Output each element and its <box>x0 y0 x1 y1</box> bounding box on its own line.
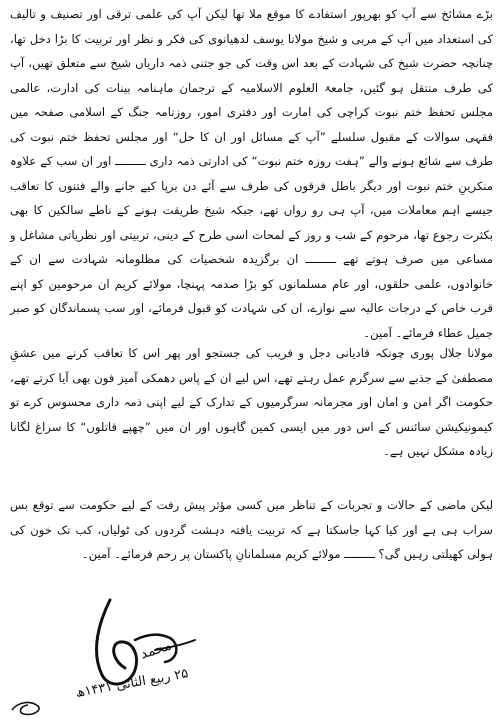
signature-name: محمد <box>138 637 174 663</box>
paragraph-2: مولانا جلال پوری چونکہ قادیانی دجل و فریب کی جستجو اور پھر اس کا تعاقب کرنے میں عشقِ مصطفیٰ کے جذبے سے سرگرم عمل رہتے تھے، اس لیے ان کے پاس دھمکی آمیز فون بھی آیا کرتے تھے، حکومت اگر امن و امان اور مجرمانہ سرگرمیوں کے تدارک کے لیے اپنی ذمہ داری محسوس کرے تو کیمونیکیشن سائنس کے اس دور میں ایسی کمین گاہوں اور ان میں ”چھپے قاتلوں“ کا سراغ لگانا زیادہ مشکل نہیں ہے۔ <box>10 346 493 458</box>
paragraph-3: لیکن ماضی کے حالات و تجربات کے تناظر میں کسی مؤثر پیش رفت کے لیے حکومت سے توقع بس سراب ہی ہے اور کیا کہا جاسکتا ہے کہ تربیت یافتہ دہشت گردوں کی ٹولیاں، کب تک خون کی ہولی کھیلتی رہیں گی؟ ـــــــــ مولائے کریم مسلمانانِ پاکستان پر رحم فرمائے۔ آمین۔ <box>10 498 493 561</box>
signature-flourish <box>8 696 48 722</box>
paragraph-1: بڑے مشائخ سے آپ کو بھرپور استفادے کا موقع ملا تھا لیکن آپ کی علمی ترقی اور تصنیف و تالیف کی استعداد میں آپ کے مربی و شیخ مولانا یوسف لدھیانوی کی فکر و نظر اور تربیت کا بڑا دخل تھا، چنانچہ حضرت شیخ کی شہادت کے بعد اس وقت کی جو جتنی ذمہ داریاں شیخ سے متعلق تھیں، آپ کی طرف منتقل ہو گئیں، جامعۃ العلوم الاسلامیہ کے ترجمان ماہنامہ بینات کی ادارت، عالمی مجلس تحفظ ختم نبوت کراچی کی امارت اور دفتری امور، روزنامہ جنگ کے اسلامی صفحہ میں فقہی سوالات کے مقبول سلسلے ”آپ کے مسائل اور ان کا حل“ اور مجلس تحفظ ختم نبوت کی طرف سے شائع ہونے والے ”ہفت روزہ ختم نبوت“ کی ادارتی ذمہ داری ـــــــــ اور ان سب کے علاوہ منکرینِ ختم نبوت اور دیگر باطل فرقوں کی طرف سے آئے دن برپا کیے جانے والے فتنوں کا تعاقب جیسے اہم معاملات میں، آپ ہی رو رواں تھے، جبکہ شیخ طریقت ہونے کے ناطے سالکین کا بھی بکثرت رجوع تھا، مرحوم کے شب و روز کے لمحات اسی طرح کے دینی، تربیتی اور نظریاتی مشاغل و مساعی میں صرف ہوتے تھے ـــــــــ ان برگزیدہ شخصیات کی مظلومانہ شہادت سے ان کے خانوادوں، علمی حلقوں، اور عام مسلمانوں کو بڑا صدمہ پہنچا، مولائے کریم ان مرحومین کو اپنے قرب خاص کے درجات عالیہ سے نوازے، ان کی شہادت کو قبول فرمائے، اور سب پسماندگان کو صبر جمیل عطاء فرمائے۔ آمین۔ <box>10 7 493 340</box>
signature-date: ۲۵ ربیع الثانی ۱۴۳۱ھ <box>74 666 190 701</box>
